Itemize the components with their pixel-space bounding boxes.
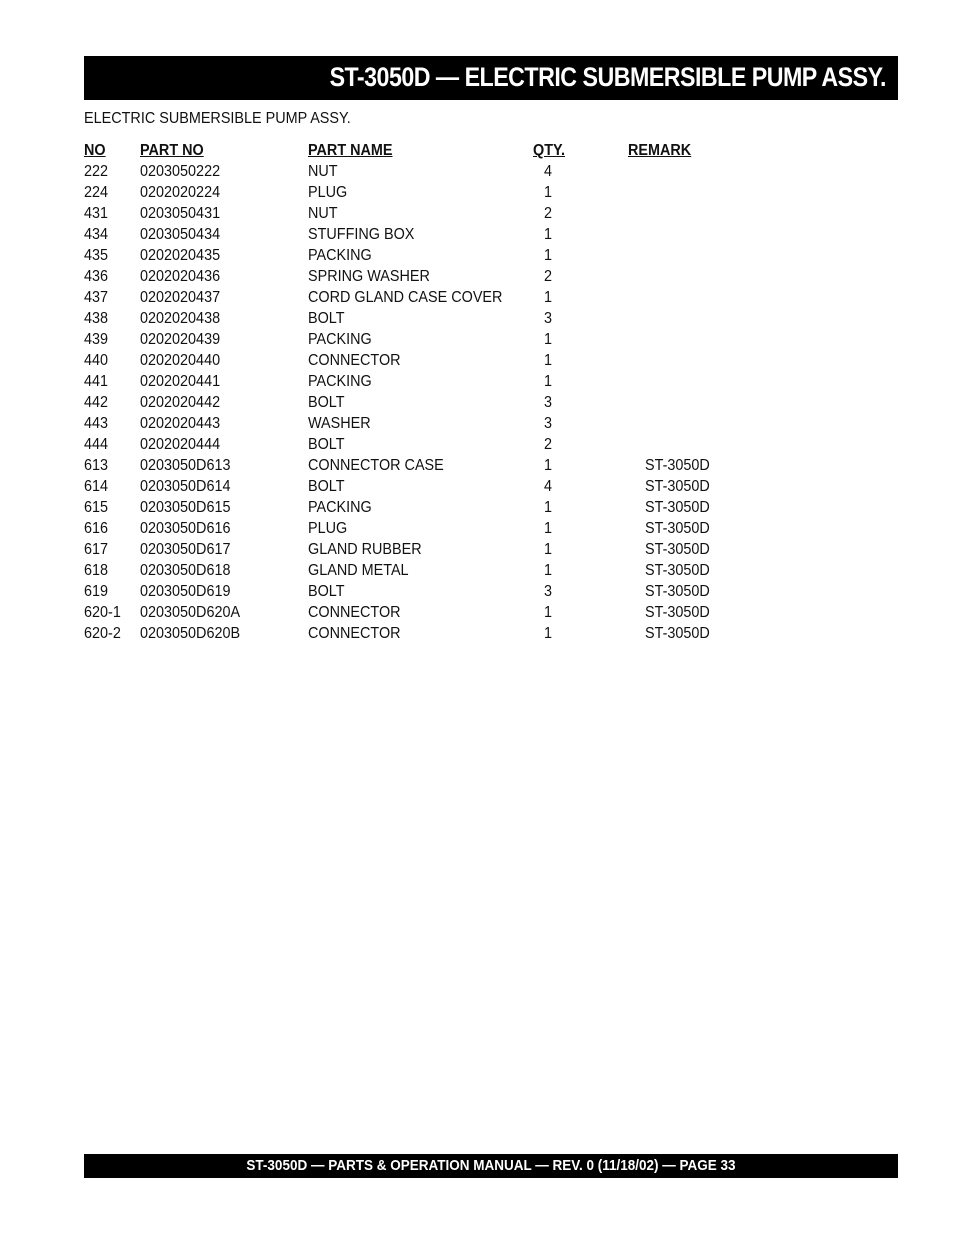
table-row xyxy=(84,455,784,476)
cell-no: 620-2 xyxy=(84,625,121,642)
cell-no: 619 xyxy=(84,583,109,600)
cell-no: 444 xyxy=(84,436,109,453)
cell-remark: ST-3050D xyxy=(645,478,710,495)
cell-no: 442 xyxy=(84,394,109,411)
cell-part-name: CONNECTOR xyxy=(308,352,401,369)
cell-part-name: NUT xyxy=(308,163,338,180)
cell-qty: 1 xyxy=(544,604,553,621)
cell-no: 618 xyxy=(84,562,109,579)
cell-part-no: 0202020436 xyxy=(140,268,221,285)
column-header-part-no: PART NO xyxy=(140,142,204,159)
cell-part-no: 0203050D614 xyxy=(140,478,231,495)
cell-part-name: GLAND METAL xyxy=(308,562,409,579)
table-row xyxy=(84,329,784,350)
parts-table xyxy=(84,140,784,644)
column-header-remark: REMARK xyxy=(628,142,692,159)
cell-part-no: 0202020435 xyxy=(140,247,221,264)
cell-part-name: PLUG xyxy=(308,520,348,537)
cell-remark: ST-3050D xyxy=(645,520,710,537)
column-header-no: NO xyxy=(84,142,106,159)
cell-part-no: 0202020443 xyxy=(140,415,221,432)
cell-no: 431 xyxy=(84,205,109,222)
section-subtitle: ELECTRIC SUBMERSIBLE PUMP ASSY. xyxy=(84,110,351,127)
cell-qty: 2 xyxy=(544,436,553,453)
table-header-row xyxy=(84,140,784,161)
cell-remark: ST-3050D xyxy=(645,499,710,516)
column-header-qty: QTY. xyxy=(533,142,566,159)
cell-part-name: PACKING xyxy=(308,331,372,348)
cell-part-no: 0203050D619 xyxy=(140,583,231,600)
cell-qty: 1 xyxy=(544,373,553,390)
table-row xyxy=(84,602,784,623)
cell-qty: 4 xyxy=(544,478,553,495)
table-row xyxy=(84,476,784,497)
cell-part-no: 0202020444 xyxy=(140,436,221,453)
cell-qty: 1 xyxy=(544,457,553,474)
cell-part-no: 0202020441 xyxy=(140,373,221,390)
cell-part-no: 0202020438 xyxy=(140,310,221,327)
table-row xyxy=(84,161,784,182)
cell-remark: ST-3050D xyxy=(645,625,710,642)
cell-part-no: 0203050D613 xyxy=(140,457,231,474)
cell-qty: 3 xyxy=(544,583,553,600)
cell-qty: 1 xyxy=(544,499,553,516)
cell-part-no: 0203050D620B xyxy=(140,625,241,642)
cell-part-no: 0203050D615 xyxy=(140,499,231,516)
cell-no: 617 xyxy=(84,541,109,558)
cell-no: 613 xyxy=(84,457,109,474)
table-row xyxy=(84,350,784,371)
cell-part-no: 0202020442 xyxy=(140,394,221,411)
cell-no: 614 xyxy=(84,478,109,495)
cell-part-no: 0203050222 xyxy=(140,163,221,180)
cell-part-no: 0202020439 xyxy=(140,331,221,348)
cell-no: 439 xyxy=(84,331,109,348)
cell-part-no: 0203050434 xyxy=(140,226,221,243)
cell-no: 615 xyxy=(84,499,109,516)
cell-qty: 1 xyxy=(544,520,553,537)
page-footer: ST-3050D — PARTS & OPERATION MANUAL — REV. 0 (11/18/02) — PAGE 33 xyxy=(246,1157,736,1174)
cell-no: 435 xyxy=(84,247,109,264)
cell-part-name: BOLT xyxy=(308,394,345,411)
cell-part-no: 0202020440 xyxy=(140,352,221,369)
table-row xyxy=(84,203,784,224)
cell-part-name: SPRING WASHER xyxy=(308,268,430,285)
cell-part-name: BOLT xyxy=(308,583,345,600)
cell-qty: 1 xyxy=(544,352,553,369)
cell-no: 616 xyxy=(84,520,109,537)
cell-part-no: 0202020224 xyxy=(140,184,221,201)
table-row xyxy=(84,497,784,518)
cell-no: 441 xyxy=(84,373,109,390)
table-row xyxy=(84,518,784,539)
cell-part-name: PACKING xyxy=(308,373,372,390)
cell-part-name: CONNECTOR CASE xyxy=(308,457,444,474)
cell-part-name: PACKING xyxy=(308,499,372,516)
table-row xyxy=(84,539,784,560)
page-title: ST-3050D — ELECTRIC SUBMERSIBLE PUMP ASSY. xyxy=(329,62,886,92)
cell-part-name: BOLT xyxy=(308,436,345,453)
cell-qty: 1 xyxy=(544,226,553,243)
cell-part-name: CORD GLAND CASE COVER xyxy=(308,289,503,306)
cell-part-name: PACKING xyxy=(308,247,372,264)
column-header-part-name: PART NAME xyxy=(308,142,393,159)
cell-part-name: NUT xyxy=(308,205,338,222)
cell-qty: 4 xyxy=(544,163,553,180)
cell-remark: ST-3050D xyxy=(645,541,710,558)
cell-qty: 1 xyxy=(544,562,553,579)
cell-part-no: 0203050431 xyxy=(140,205,221,222)
cell-no: 620-1 xyxy=(84,604,121,621)
cell-remark: ST-3050D xyxy=(645,457,710,474)
table-row xyxy=(84,266,784,287)
cell-no: 224 xyxy=(84,184,109,201)
table-row xyxy=(84,581,784,602)
table-row xyxy=(84,308,784,329)
cell-part-name: WASHER xyxy=(308,415,371,432)
table-row xyxy=(84,224,784,245)
cell-part-no: 0203050D617 xyxy=(140,541,231,558)
cell-part-no: 0203050D618 xyxy=(140,562,231,579)
table-body xyxy=(84,161,784,644)
cell-qty: 1 xyxy=(544,247,553,264)
cell-no: 438 xyxy=(84,310,109,327)
cell-no: 440 xyxy=(84,352,109,369)
cell-remark: ST-3050D xyxy=(645,604,710,621)
cell-part-name: BOLT xyxy=(308,310,345,327)
cell-qty: 1 xyxy=(544,541,553,558)
cell-qty: 2 xyxy=(544,205,553,222)
cell-part-name: GLAND RUBBER xyxy=(308,541,422,558)
cell-part-no: 0202020437 xyxy=(140,289,221,306)
table-row xyxy=(84,413,784,434)
cell-qty: 1 xyxy=(544,289,553,306)
cell-part-name: PLUG xyxy=(308,184,348,201)
table-row xyxy=(84,623,784,644)
cell-qty: 1 xyxy=(544,625,553,642)
cell-no: 436 xyxy=(84,268,109,285)
cell-no: 437 xyxy=(84,289,109,306)
table-row xyxy=(84,560,784,581)
table-row xyxy=(84,287,784,308)
cell-qty: 3 xyxy=(544,394,553,411)
cell-remark: ST-3050D xyxy=(645,562,710,579)
cell-no: 222 xyxy=(84,163,109,180)
cell-qty: 1 xyxy=(544,331,553,348)
table-row xyxy=(84,182,784,203)
cell-qty: 1 xyxy=(544,184,553,201)
page-title-bar xyxy=(84,56,898,100)
cell-part-name: BOLT xyxy=(308,478,345,495)
cell-part-no: 0203050D616 xyxy=(140,520,231,537)
page-footer-bar xyxy=(84,1154,898,1178)
cell-qty: 3 xyxy=(544,415,553,432)
cell-part-name: STUFFING BOX xyxy=(308,226,415,243)
table-row xyxy=(84,434,784,455)
table-row xyxy=(84,371,784,392)
table-row xyxy=(84,245,784,266)
cell-part-no: 0203050D620A xyxy=(140,604,241,621)
cell-no: 434 xyxy=(84,226,109,243)
cell-part-name: CONNECTOR xyxy=(308,604,401,621)
cell-part-name: CONNECTOR xyxy=(308,625,401,642)
table-row xyxy=(84,392,784,413)
cell-qty: 2 xyxy=(544,268,553,285)
cell-remark: ST-3050D xyxy=(645,583,710,600)
cell-no: 443 xyxy=(84,415,109,432)
cell-qty: 3 xyxy=(544,310,553,327)
